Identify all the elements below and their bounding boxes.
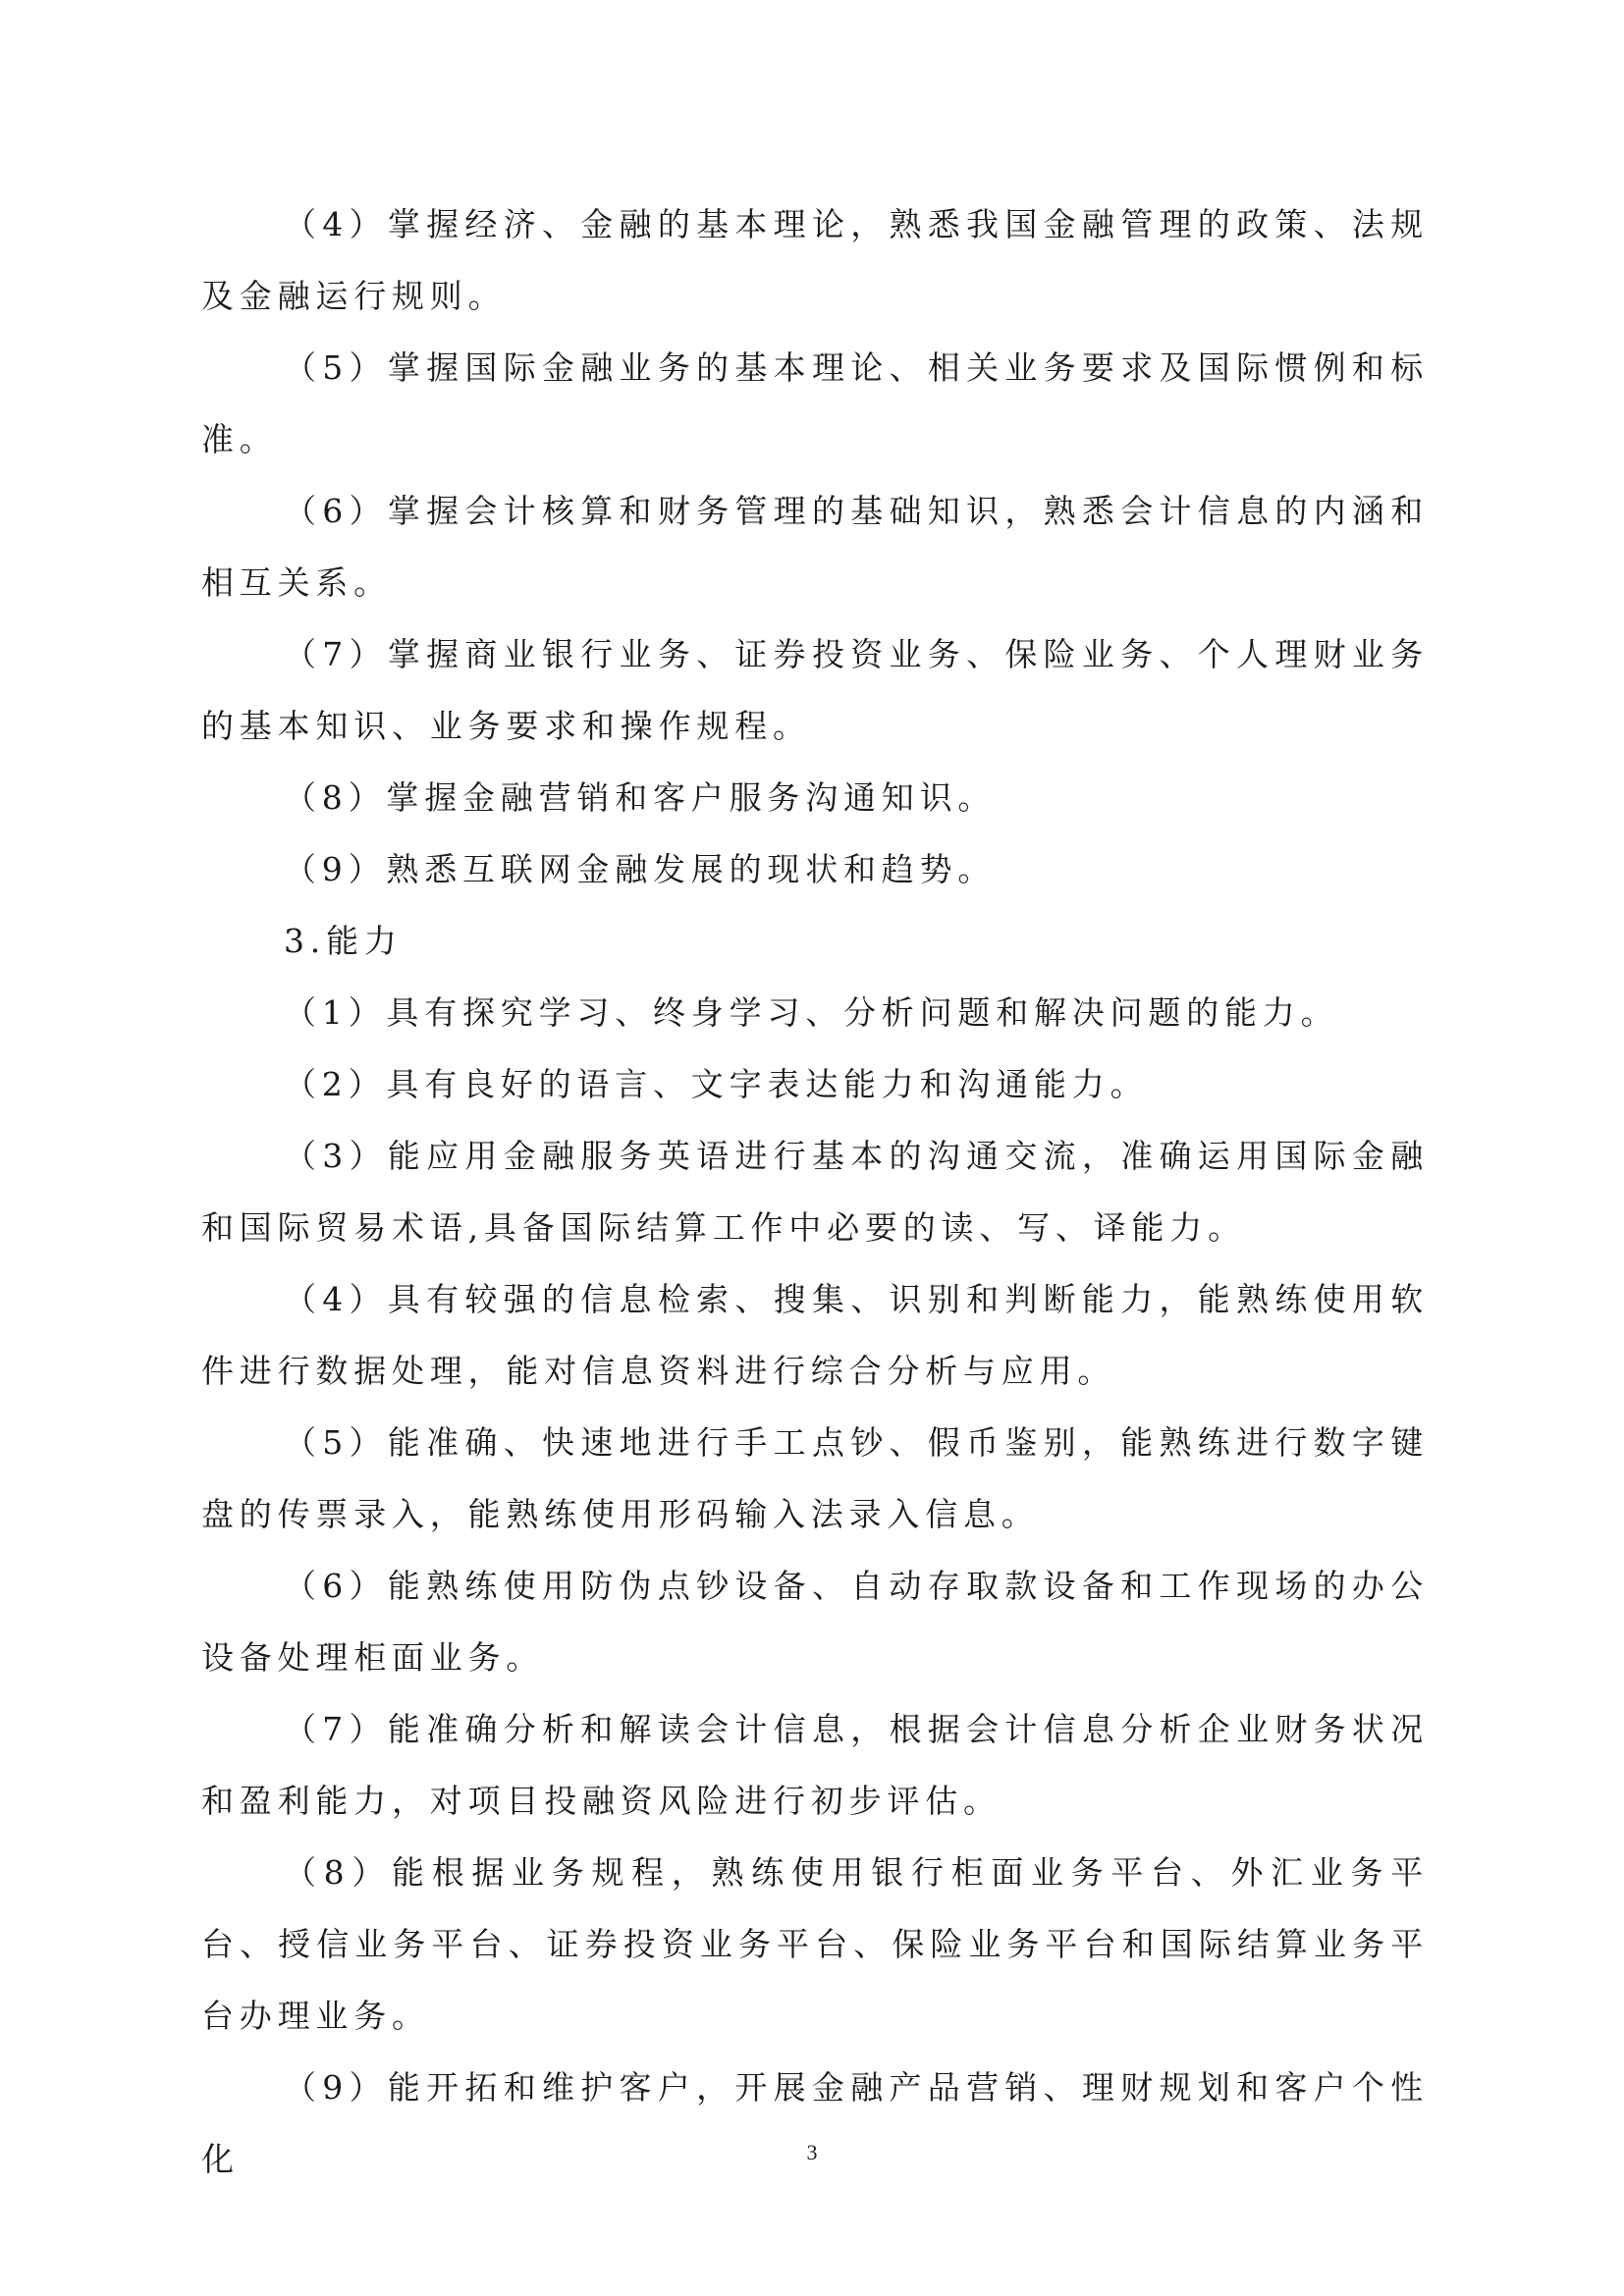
ability-item-4: （4）具有较强的信息检索、搜集、识别和判断能力，能熟练使用软件进行数据处理，能对信息资料进行综合分析与应用。 — [201, 1280, 1429, 1390]
section-heading-ability: 3.能力 — [284, 922, 403, 960]
ability-item-8: （8）能根据业务规程，熟练使用银行柜面业务平台、外汇业务平台、授信业务平台、证券投资业务平台、保险业务平台和国际结算业务平台办理业务。 — [201, 1853, 1429, 2035]
page-content — [201, 188, 1429, 2195]
ability-item-5: （5）能准确、快速地进行手工点钞、假币鉴别，能熟练进行数字键盘的传票录入，能熟练使用形码输入法录入信息。 — [201, 1423, 1429, 1533]
knowledge-item-4: （4）掌握经济、金融的基本理论，熟悉我国金融管理的政策、法规及金融运行规则。 — [201, 205, 1429, 315]
page-number: 3 — [806, 2140, 818, 2164]
ability-item-7: （7）能准确分析和解读会计信息，根据会计信息分析企业财务状况和盈利能力，对项目投融资风险进行初步评估。 — [201, 1710, 1429, 1820]
ability-item-3: （3）能应用金融服务英语进行基本的沟通交流，准确运用国际金融和国际贸易术语,具备国际结算工作中必要的读、写、译能力。 — [201, 1137, 1429, 1247]
knowledge-item-7: （7）掌握商业银行业务、证券投资业务、保险业务、个人理财业务的基本知识、业务要求和操作规程。 — [201, 635, 1429, 745]
ability-item-1: （1）具有探究学习、终身学习、分析问题和解决问题的能力。 — [284, 993, 1339, 1032]
knowledge-item-8: （8）掌握金融营销和客户服务沟通知识。 — [284, 778, 997, 817]
knowledge-item-5: （5）掌握国际金融业务的基本理论、相关业务要求及国际惯例和标准。 — [201, 348, 1429, 458]
ability-item-9: （9）能开拓和维护客户，开展金融产品营销、理财规划和客户个性化 — [201, 2068, 1429, 2178]
ability-item-6: （6）能熟练使用防伪点钞设备、自动存取款设备和工作现场的办公设备处理柜面业务。 — [201, 1567, 1429, 1677]
ability-item-2: （2）具有良好的语言、文字表达能力和沟通能力。 — [284, 1065, 1149, 1103]
knowledge-item-6: （6）掌握会计核算和财务管理的基础知识，熟悉会计信息的内涵和相互关系。 — [201, 492, 1429, 602]
knowledge-item-9: （9）熟悉互联网金融发展的现状和趋势。 — [284, 850, 997, 888]
